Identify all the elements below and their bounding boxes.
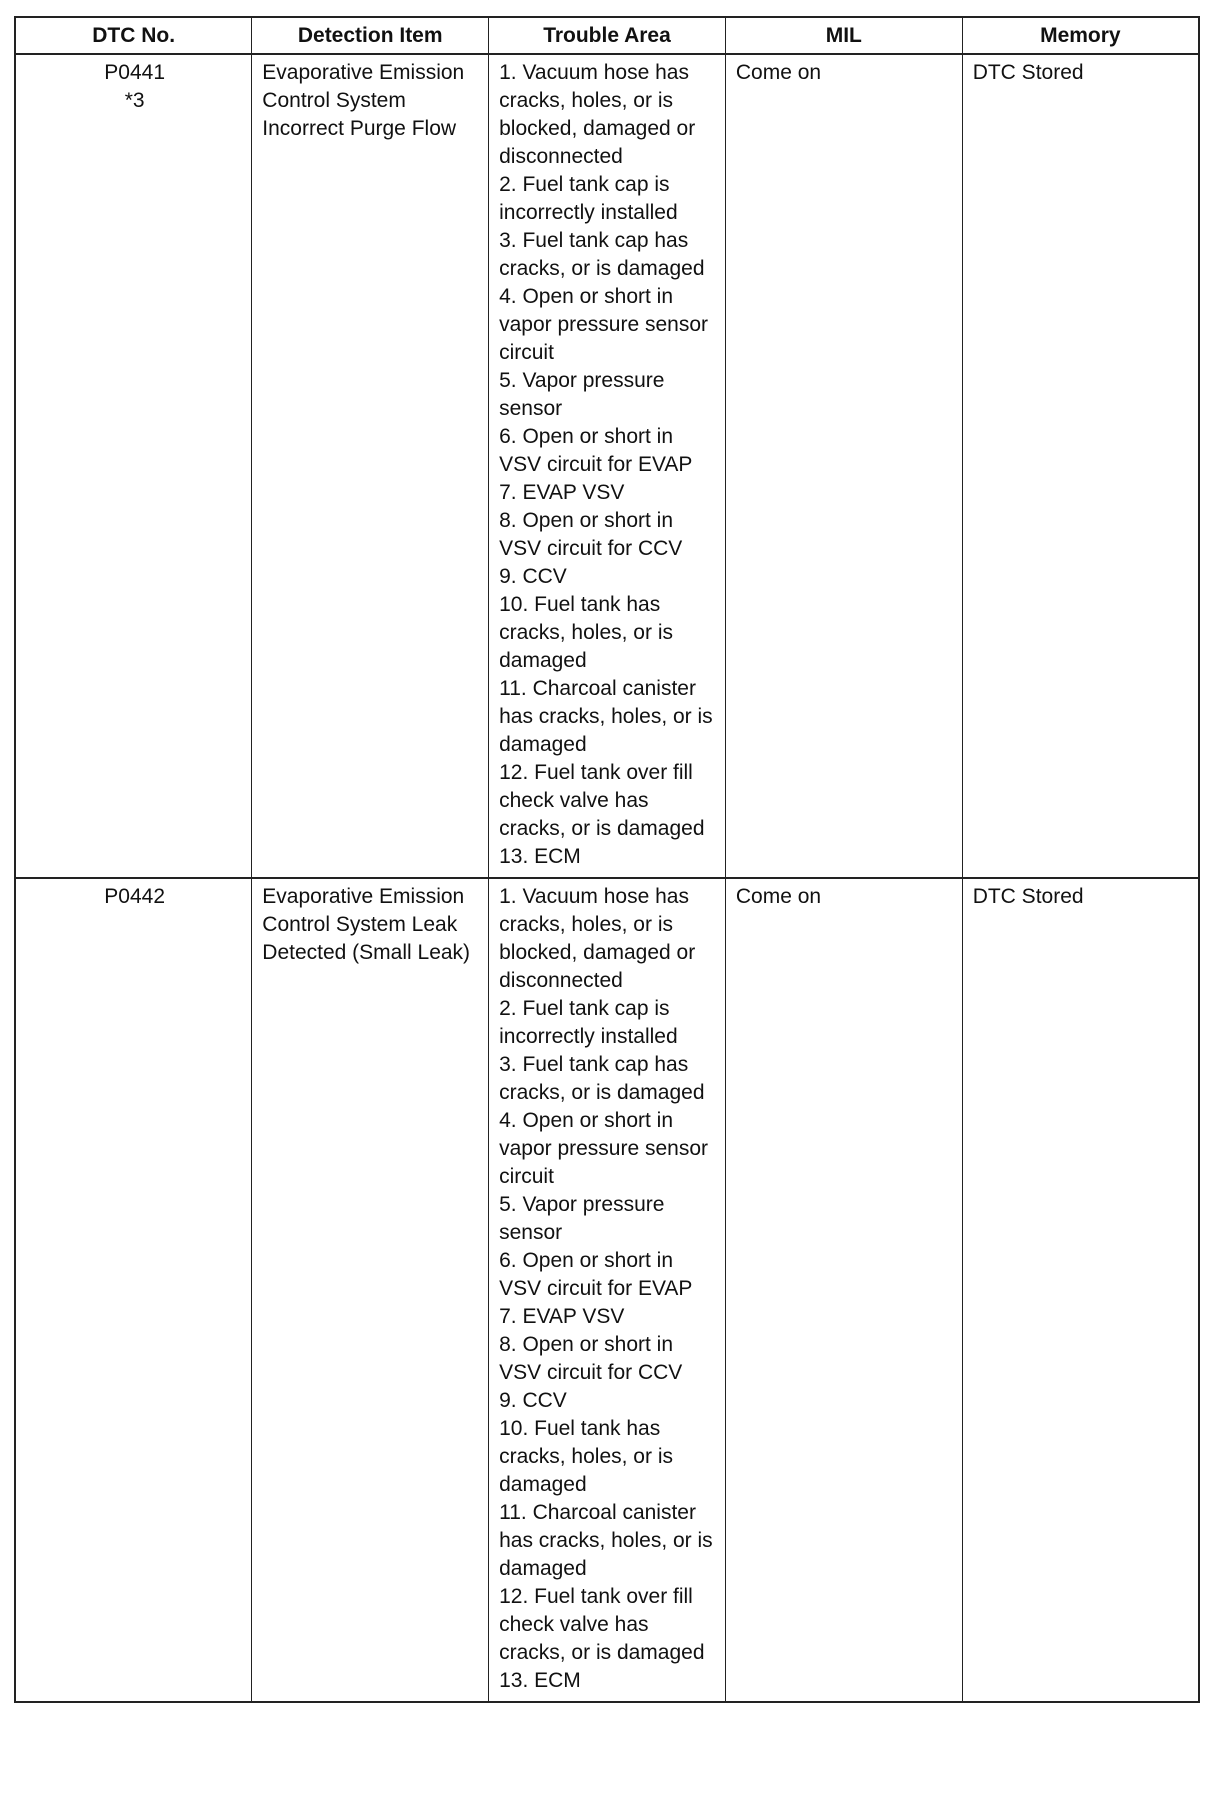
memory-cell [962, 54, 1199, 878]
header-trouble-area: Trouble Area [489, 17, 726, 54]
trouble-area-item: 12. Fuel tank over fill check valve has cracks, or is damaged [499, 1585, 705, 1664]
memory-value: DTC Stored [972, 61, 1084, 84]
trouble-area-item: 13. ECM [499, 845, 581, 868]
header-detection-item: Detection Item [252, 17, 489, 54]
mil-value: Come on [735, 61, 822, 84]
trouble-area-item: 13. ECM [499, 1669, 581, 1692]
table-header-row [15, 17, 1199, 54]
trouble-area-item: 1. Vacuum hose has cracks, holes, or is blocked, damaged or disconnected [499, 885, 696, 992]
trouble-area-item: 10. Fuel tank has cracks, holes, or is damaged [499, 593, 673, 672]
detection-item-cell [252, 54, 489, 878]
trouble-area-item: 7. EVAP VSV [499, 481, 625, 504]
detection-item-cell [252, 878, 489, 1702]
dtc-table [14, 16, 1200, 1703]
trouble-area-item: 7. EVAP VSV [499, 1305, 625, 1328]
header-memory: Memory [962, 17, 1199, 54]
memory-value: DTC Stored [972, 885, 1084, 908]
trouble-area-item: 5. Vapor pressure sensor [499, 369, 665, 420]
dtc-table-container [14, 16, 1200, 1703]
table-row [15, 54, 1199, 878]
header-dtc-no: DTC No. [15, 17, 252, 54]
trouble-area-cell [489, 878, 726, 1702]
trouble-area-item: 9. CCV [499, 1389, 567, 1412]
memory-cell [962, 878, 1199, 1702]
trouble-area-list [499, 883, 717, 1695]
trouble-area-item: 5. Vapor pressure sensor [499, 1193, 665, 1244]
trouble-area-item: 3. Fuel tank cap has cracks, or is damaged [499, 1053, 705, 1104]
trouble-area-item: 6. Open or short in VSV circuit for EVAP [499, 425, 693, 476]
mil-value: Come on [735, 885, 822, 908]
dtc-cell [15, 878, 252, 1702]
header-mil: MIL [725, 17, 962, 54]
trouble-area-item: 6. Open or short in VSV circuit for EVAP [499, 1249, 693, 1300]
trouble-area-item: 4. Open or short in vapor pressure sensor circuit [499, 1109, 709, 1188]
trouble-area-item: 1. Vacuum hose has cracks, holes, or is blocked, damaged or disconnected [499, 61, 696, 168]
dtc-code: P0442 [104, 885, 166, 908]
dtc-note: *3 [124, 89, 145, 112]
mil-cell [725, 878, 962, 1702]
trouble-area-item: 11. Charcoal canister has cracks, holes, or is damaged [499, 1501, 713, 1580]
detection-item-text: Evaporative Emission Control System Incorrect Purge Flow [262, 61, 465, 140]
detection-item-text: Evaporative Emission Control System Leak Detected (Small Leak) [262, 885, 471, 964]
dtc-cell [15, 54, 252, 878]
trouble-area-list [499, 59, 717, 871]
trouble-area-item: 12. Fuel tank over fill check valve has cracks, or is damaged [499, 761, 705, 840]
trouble-area-item: 8. Open or short in VSV circuit for CCV [499, 509, 683, 560]
trouble-area-item: 11. Charcoal canister has cracks, holes, or is damaged [499, 677, 713, 756]
trouble-area-item: 3. Fuel tank cap has cracks, or is damaged [499, 229, 705, 280]
trouble-area-item: 9. CCV [499, 565, 567, 588]
table-row [15, 878, 1199, 1702]
trouble-area-item: 4. Open or short in vapor pressure sensor circuit [499, 285, 709, 364]
trouble-area-item: 8. Open or short in VSV circuit for CCV [499, 1333, 683, 1384]
mil-cell [725, 54, 962, 878]
trouble-area-cell [489, 54, 726, 878]
trouble-area-item: 2. Fuel tank cap is incorrectly installed [499, 997, 678, 1048]
trouble-area-item: 2. Fuel tank cap is incorrectly installed [499, 173, 678, 224]
dtc-code: P0441 [104, 61, 166, 84]
trouble-area-item: 10. Fuel tank has cracks, holes, or is damaged [499, 1417, 673, 1496]
